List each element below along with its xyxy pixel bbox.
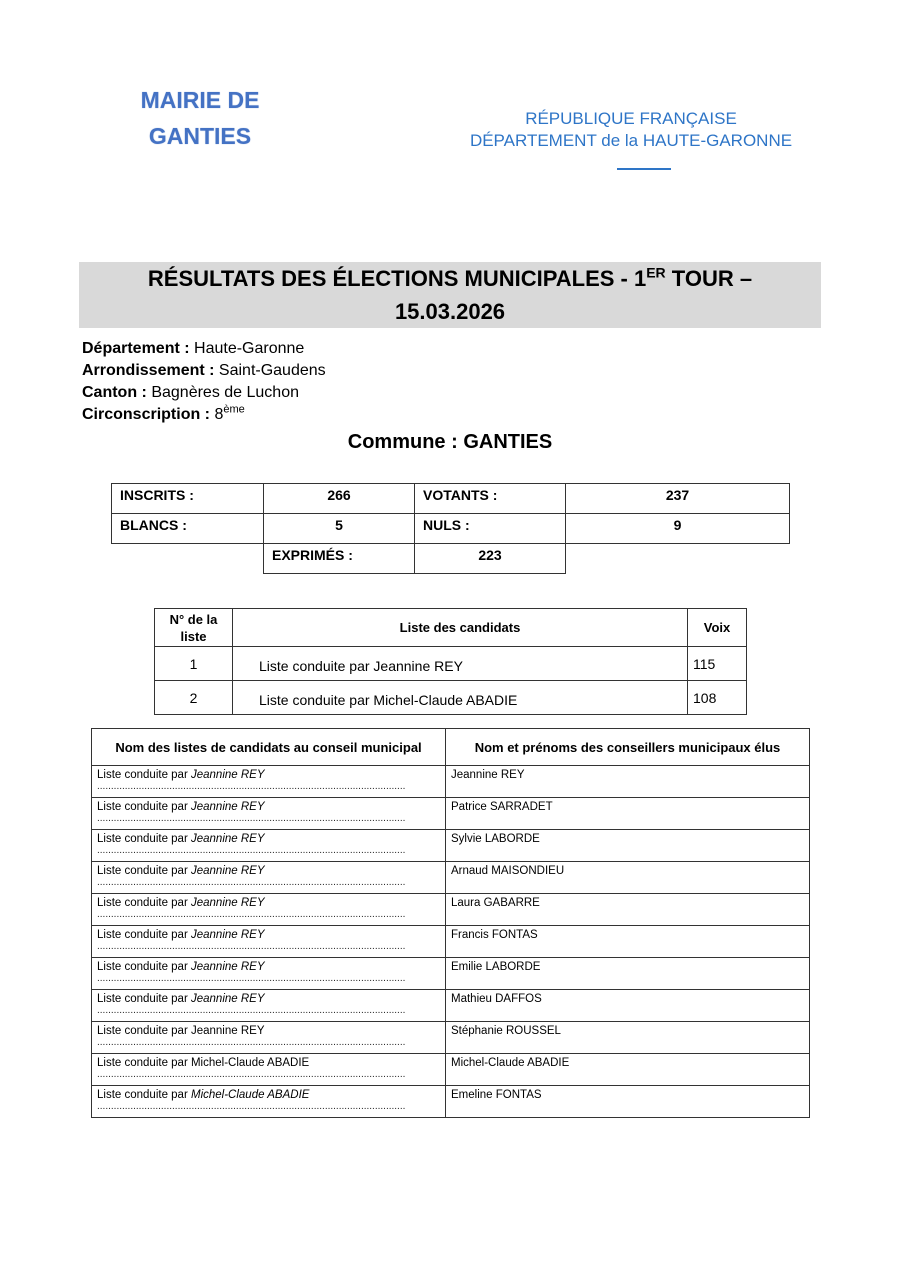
inscrits-value: 266 — [264, 484, 415, 514]
departement-label: Département : — [82, 340, 190, 357]
votants-value: 237 — [566, 484, 790, 514]
list-leader: Michel-Claude ABADIE — [190, 1089, 310, 1101]
council-elu-cell: Michel-Claude ABADIE — [446, 1054, 810, 1086]
nuls-label: NULS : — [415, 514, 566, 544]
lists-table — [154, 608, 747, 715]
list-row-2 — [155, 681, 747, 715]
arrondissement-value: Saint-Gaudens — [214, 362, 326, 379]
council-elu-cell: Laura GABARRE — [446, 894, 810, 926]
exprimes-label: EXPRIMÉS : — [264, 544, 415, 574]
dotted-line: ............................................................................................................... — [97, 910, 406, 920]
dotted-line: ............................................................................................................... — [97, 814, 406, 824]
council-row — [92, 894, 810, 926]
council-elu-cell: Sylvie LABORDE — [446, 830, 810, 862]
list-name: Liste conduite par Michel-Claude ABADIE — [233, 681, 688, 715]
inscrits-label: INSCRITS : — [112, 484, 264, 514]
council-elu-cell: Emilie LABORDE — [446, 958, 810, 990]
list-prefix: Liste conduite par — [97, 769, 191, 781]
council-list-cell — [92, 1086, 446, 1118]
arrondissement-label: Arrondissement : — [82, 362, 215, 379]
list-prefix: Liste conduite par — [97, 993, 191, 1005]
location-info — [82, 338, 326, 426]
council-table — [91, 728, 810, 1118]
list-prefix: Liste conduite par — [97, 865, 191, 877]
title-tail: TOUR – — [665, 266, 753, 291]
list-prefix: Liste conduite par — [97, 929, 191, 941]
circonscription-label: Circonscription : — [82, 406, 211, 423]
title-sup: ER — [646, 264, 666, 281]
list-name: Liste conduite par Jeannine REY — [233, 647, 688, 681]
council-elu-cell: Stéphanie ROUSSEL — [446, 1022, 810, 1054]
empty-cell — [112, 544, 264, 574]
dotted-line: ............................................................................................................... — [97, 1038, 406, 1048]
council-list-cell — [92, 958, 446, 990]
dotted-line: ............................................................................................................... — [97, 1006, 406, 1016]
list-prefix: Liste conduite par Jeannine REY — [97, 1025, 265, 1037]
council-elu-cell: Francis FONTAS — [446, 926, 810, 958]
council-list-cell — [92, 798, 446, 830]
council-list-cell — [92, 766, 446, 798]
council-list-cell — [92, 990, 446, 1022]
dotted-line: ............................................................................................................... — [97, 1070, 406, 1080]
council-row — [92, 926, 810, 958]
republique-header — [440, 108, 822, 152]
list-leader: Jeannine REY — [190, 929, 265, 941]
council-list-cell — [92, 1022, 446, 1054]
list-leader: Jeannine REY — [190, 769, 265, 781]
circonscription-sup: ème — [223, 403, 245, 416]
list-voix: 108 — [688, 681, 747, 715]
title-line2: 15.03.2026 — [394, 299, 506, 324]
dotted-line: ............................................................................................................... — [97, 782, 406, 792]
list-prefix: Liste conduite par — [97, 833, 191, 845]
dotted-line: ............................................................................................................... — [97, 878, 406, 888]
col-voix-header: Voix — [688, 609, 747, 647]
list-num: 1 — [155, 647, 233, 681]
list-voix: 115 — [688, 647, 747, 681]
council-list-cell — [92, 894, 446, 926]
nuls-value: 9 — [566, 514, 790, 544]
council-row — [92, 1054, 810, 1086]
council-list-cell — [92, 926, 446, 958]
canton-value: Bagnères de Luchon — [146, 384, 299, 401]
council-row — [92, 830, 810, 862]
council-elu-cell: Mathieu DAFFOS — [446, 990, 810, 1022]
republique-line1: RÉPUBLIQUE FRANÇAISE — [525, 109, 737, 128]
list-prefix: Liste conduite par Michel-Claude ABADIE — [97, 1057, 310, 1069]
dotted-line: ............................................................................................................... — [97, 846, 406, 856]
circonscription-value: 8 — [210, 406, 224, 423]
list-prefix: Liste conduite par — [97, 897, 191, 909]
council-row — [92, 958, 810, 990]
departement-value: Haute-Garonne — [189, 340, 305, 357]
col-list-header: Liste des candidats — [233, 609, 688, 647]
council-list-cell — [92, 1054, 446, 1086]
info-arrondissement — [82, 360, 326, 382]
council-row — [92, 766, 810, 798]
blancs-label: BLANCS : — [112, 514, 264, 544]
republique-line2: DÉPARTEMENT de la HAUTE-GARONNE — [469, 131, 793, 150]
council-row — [92, 1022, 810, 1054]
col-lists-header: Nom des listes de candidats au conseil municipal — [92, 729, 446, 766]
list-leader: Jeannine REY — [190, 865, 265, 877]
dotted-line: ............................................................................................................... — [97, 974, 406, 984]
list-leader: Jeannine REY — [190, 961, 265, 973]
col-num-header: N° de la liste — [155, 609, 233, 647]
col-elus-header: Nom et prénoms des conseillers municipaux élus — [446, 729, 810, 766]
canton-label: Canton : — [82, 384, 147, 401]
list-num: 2 — [155, 681, 233, 715]
council-elu-cell: Jeannine REY — [446, 766, 810, 798]
dotted-line: ............................................................................................................... — [97, 942, 406, 952]
blancs-value: 5 — [264, 514, 415, 544]
list-row-1 — [155, 647, 747, 681]
council-row — [92, 990, 810, 1022]
header-divider — [617, 168, 671, 170]
mairie-title — [120, 82, 280, 154]
council-elu-cell: Arnaud MAISONDIEU — [446, 862, 810, 894]
dotted-line: ............................................................................................................... — [97, 1102, 406, 1112]
council-row — [92, 1086, 810, 1118]
council-elu-cell: Emeline FONTAS — [446, 1086, 810, 1118]
list-leader: Jeannine REY — [190, 833, 265, 845]
list-prefix: Liste conduite par — [97, 961, 191, 973]
council-list-cell — [92, 862, 446, 894]
commune-title: Commune : GANTIES — [347, 431, 553, 453]
list-leader: Jeannine REY — [190, 801, 265, 813]
exprimes-value: 223 — [415, 544, 566, 574]
list-leader: Jeannine REY — [190, 993, 265, 1005]
stats-row-2 — [112, 514, 790, 544]
empty-cell — [566, 544, 790, 574]
council-row — [92, 862, 810, 894]
list-prefix: Liste conduite par — [97, 801, 191, 813]
info-departement — [82, 338, 326, 360]
lists-header-row — [155, 609, 747, 647]
mairie-line2: GANTIES — [148, 123, 252, 149]
stats-table — [111, 483, 790, 574]
info-canton — [82, 382, 326, 404]
list-leader: Jeannine REY — [190, 897, 265, 909]
list-prefix: Liste conduite par — [97, 1089, 191, 1101]
stats-row-3 — [112, 544, 790, 574]
stats-row-1 — [112, 484, 790, 514]
council-elu-cell: Patrice SARRADET — [446, 798, 810, 830]
title-line1 — [79, 262, 821, 295]
council-header-row — [92, 729, 810, 766]
title-main: RÉSULTATS DES ÉLECTIONS MUNICIPALES - 1 — [147, 266, 647, 291]
council-list-cell — [92, 830, 446, 862]
info-circonscription — [82, 404, 326, 426]
votants-label: VOTANTS : — [415, 484, 566, 514]
results-title — [79, 262, 821, 328]
mairie-line1: MAIRIE DE — [140, 87, 260, 113]
council-row — [92, 798, 810, 830]
